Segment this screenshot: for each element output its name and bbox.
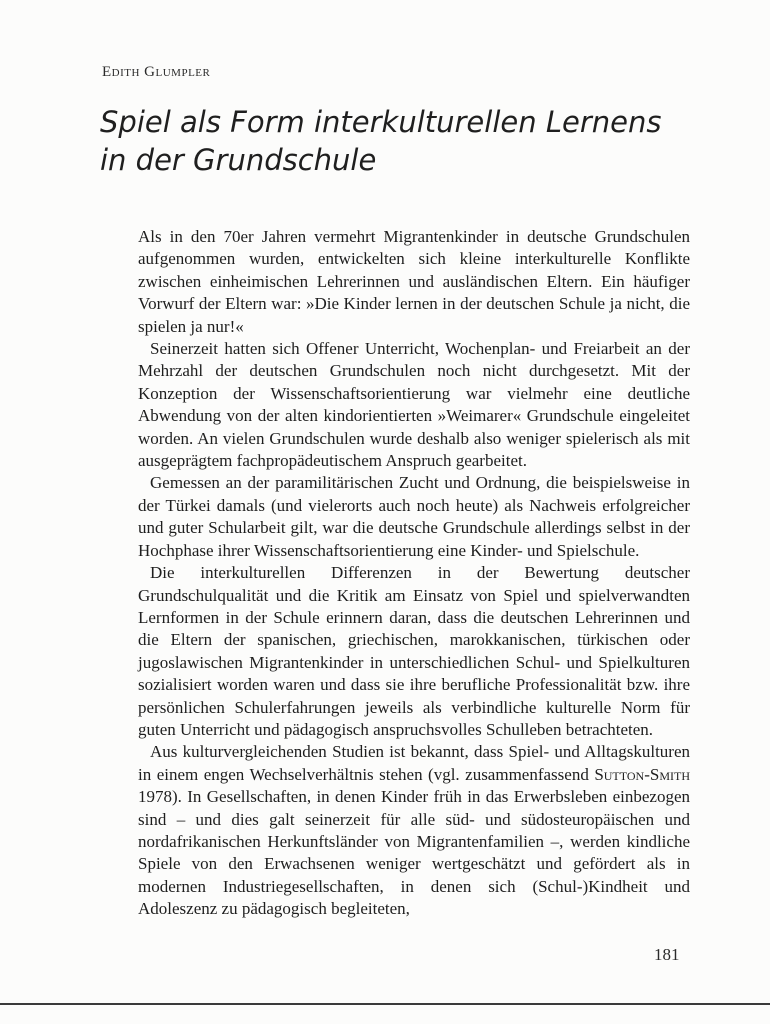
paragraph-4: Die interkulturellen Differenzen in der Bewertung deutscher Grundschulqualität und die Kritik am Einsatz von Spiel und spielverwandten Lernformen in der Schule erinnern daran, dass die deutschen Lehrerinnen und die Eltern der spanischen, griechischen, marokkanischen, türkischen oder jugoslawischen Migrantenkinder in unterschiedlichen Schul- und Spielkulturen sozialisiert worden waren und dass sie ihre berufliche Professionalität bzw. ihre persönlichen Schulerfahrungen jeweils als verbindliche kulturelle Norm für guten Unterricht und pädagogisch anspruchsvolles Schulleben betrachteten. (138, 563, 690, 739)
paragraph-1: Als in den 70er Jahren vermehrt Migrantenkinder in deutsche Grundschulen aufgenommen wurden, entwickelten sich kleine interkulturelle Konflikte zwischen einheimischen Lehrerinnen und ausländischen Eltern. Ein häufiger Vorwurf der Eltern war: »Die Kinder lernen in der deutschen Schule ja nicht, die spielen ja nur!« (138, 227, 690, 336)
chapter-title-line-1: Spiel als Form interkulturellen Lernens (100, 105, 662, 139)
page-number: 181 (654, 945, 680, 964)
citation-author: Sutton-Smith (594, 764, 690, 784)
chapter-title (100, 103, 700, 179)
paragraph-3: Gemessen an der paramilitärischen Zucht und Ordnung, die beispielsweise in der Türkei damals (und vielerorts auch noch heute) als Nachweis erfolgreicher und guter Schularbeit gilt, war die deutsche Grundschule allerdings selbst in der Hochphase ihrer Wissenschaftsorientierung eine Kinder- und Spielschule. (138, 473, 690, 560)
chapter-title-line-2: in der Grundschule (100, 143, 377, 177)
paragraph-5-text-after: 1978). In Gesellschaften, in denen Kinder früh in das Erwerbsleben einbezogen sind – und dies galt seinerzeit für alle süd- und südosteuropäischen und nordafrikanischen Herkunftsländer von Migrantenfamilien –, werden kindliche Spiele von den Erwachsenen weniger wertgeschätzt und gefördert als in modernen Industriegesellschaften, in denen sich (Schul-)Kindheit und Adoleszenz zu pädagogisch begleiteten, (138, 787, 690, 919)
paragraph-2: Seinerzeit hatten sich Offener Unterricht, Wochenplan- und Freiarbeit an der Mehrzahl der deutschen Grundschulen noch nicht durchgesetzt. Mit der Konzeption der Wissenschaftsorientierung war vielmehr eine deutliche Abwendung von der alten kindorientierten »Weimarer« Grundschule eingeleitet worden. An vielen Grundschulen wurde deshalb also weniger spielerisch als mit ausgeprägtem fachpropädeutischem Anspruch gearbeitet. (138, 339, 690, 471)
body-text (138, 226, 690, 921)
paragraph-5 (138, 741, 690, 920)
page-bottom-edge (0, 1003, 770, 1005)
author-name: Edith Glumpler (102, 64, 211, 80)
paragraph-5-text-before: Aus kulturvergleichenden Studien ist bekannt, dass Spiel- und Alltagskulturen in einem engen Wechselverhältnis stehen (vgl. zusammenfassend (138, 742, 690, 784)
